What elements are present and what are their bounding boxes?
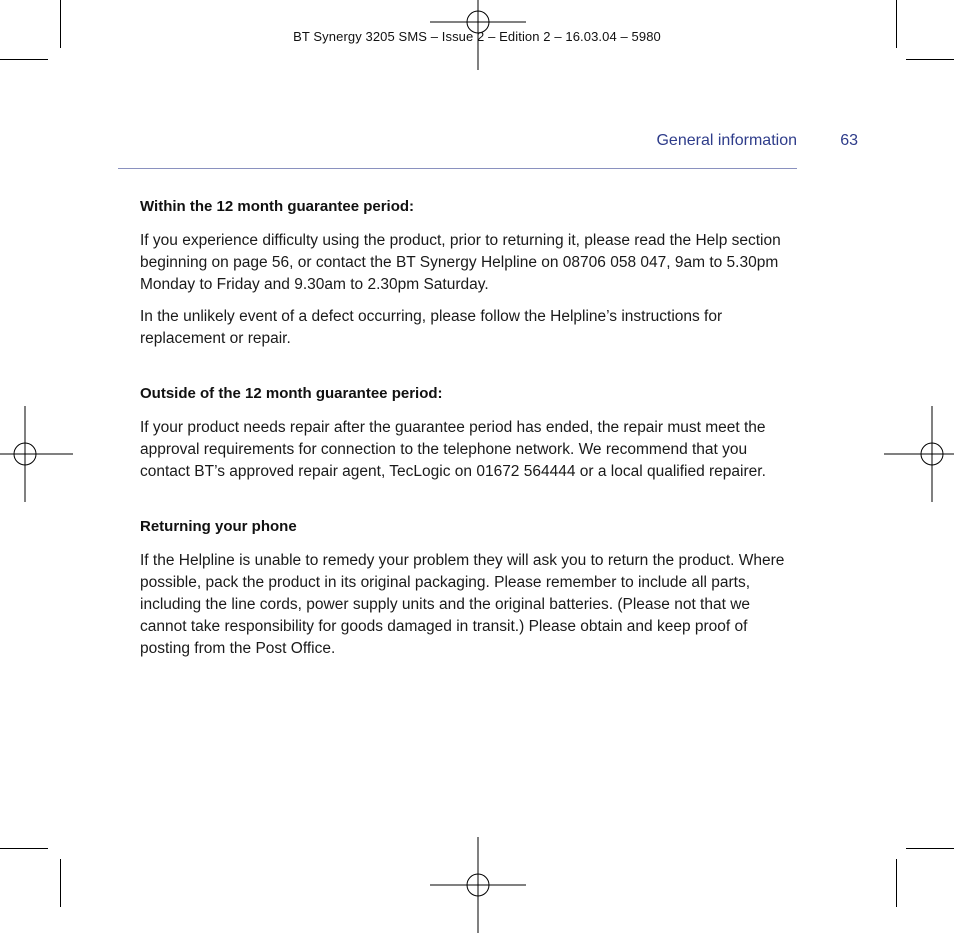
section-paragraph: If your product needs repair after the guarantee period has ended, the repair must meet the approval requirements for connection to the telephone network. We recommend that you contact BT’s approved repair agent, TecLogic on 01672 564444 or a local qualified repairer. [140, 419, 766, 480]
print-slug: BT Synergy 3205 SMS – Issue 2 – Edition 2 – 16.03.04 – 5980 [293, 29, 661, 44]
section-returning-phone [140, 516, 800, 660]
section-paragraph: If you experience difficulty using the product, prior to returning it, please read the Help section beginning on page 56, or contact the BT Synergy Helpline on 08706 058 047, 9am to 5.30pm Monday to Friday and 9.30am to 2.30pm Saturday. [140, 232, 781, 293]
section-paragraph: If the Helpline is unable to remedy your problem they will ask you to return the product. Where possible, pack the product in its original packaging. Please remember to include all parts, including the line cords, power supply units and the original batteries. (Please not that we cannot take responsibility for goods damaged in transit.) Please obtain and keep proof of posting from the Post Office. [140, 552, 785, 657]
section-heading: Outside of the 12 month guarantee period: [140, 385, 443, 402]
header-rule [118, 168, 797, 169]
section-heading: Within the 12 month guarantee period: [140, 198, 415, 215]
registration-mark-right-icon [884, 406, 954, 502]
registration-mark-bottom-icon [430, 837, 526, 933]
crop-mark-top-left-horizontal [0, 59, 48, 60]
section-within-guarantee [140, 196, 800, 350]
section-outside-guarantee [140, 383, 800, 483]
crop-mark-bottom-right-horizontal [906, 848, 954, 849]
section-paragraph: In the unlikely event of a defect occurring, please follow the Helpline’s instructions for replacement or repair. [140, 308, 723, 347]
crop-mark-top-right-horizontal [906, 59, 954, 60]
registration-mark-left-icon [0, 406, 73, 502]
crop-mark-bottom-left-vertical [60, 859, 61, 907]
crop-mark-bottom-right-vertical [896, 859, 897, 907]
page-content [140, 196, 800, 693]
running-head: General information [656, 132, 797, 149]
page-number: 63 [840, 132, 858, 149]
crop-mark-bottom-left-horizontal [0, 848, 48, 849]
section-heading: Returning your phone [140, 518, 297, 535]
